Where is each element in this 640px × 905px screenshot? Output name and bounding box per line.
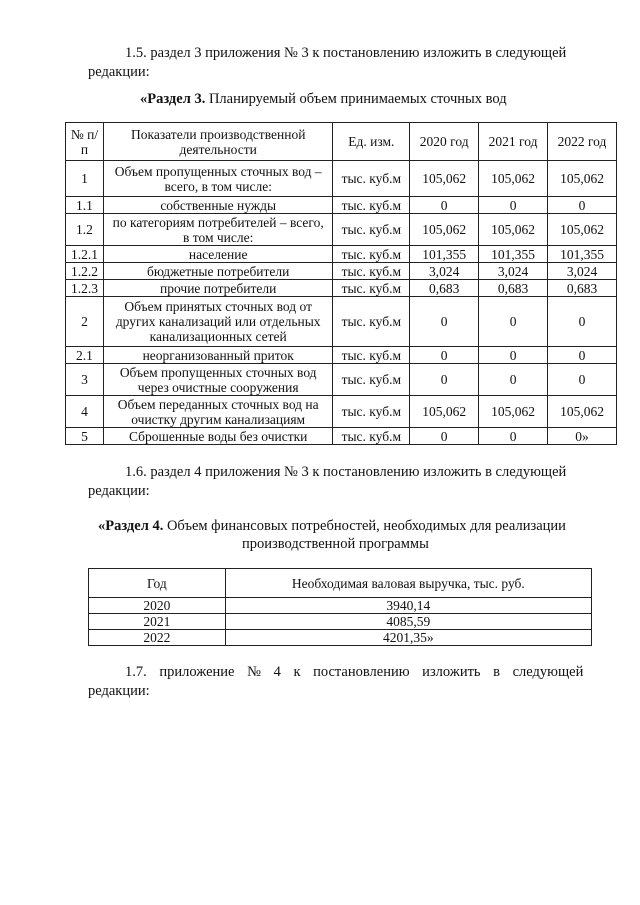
cell: 0» [548, 428, 617, 445]
cell: 3940,14 [225, 598, 591, 614]
table-row [66, 297, 617, 347]
cell: неорганизованный приток [103, 347, 332, 364]
cell: Ед. изм. [333, 123, 410, 161]
cell: 0 [410, 347, 479, 364]
cell: 105,062 [548, 396, 617, 428]
section-4-title-cont: производственной программы [242, 536, 429, 552]
table-header-row [89, 569, 592, 598]
section-3-label: «Раздел 3. [140, 91, 206, 107]
paragraph-1-5-cont: редакции: [88, 64, 150, 80]
cell: 1.2.1 [66, 246, 104, 263]
cell: 0 [410, 297, 479, 347]
cell: Объем принятых сточных вод от других канализаций или отдельных канализационных сетей [103, 297, 332, 347]
section-3-text: Планируемый объем принимаемых сточных вод [205, 91, 507, 107]
cell: 2021 [89, 614, 226, 630]
cell: 0,683 [479, 280, 548, 297]
cell: 2 [66, 297, 104, 347]
cell: 0,683 [548, 280, 617, 297]
cell: тыс. куб.м [333, 396, 410, 428]
cell: прочие потребители [103, 280, 332, 297]
cell: Сброшенные воды без очистки [103, 428, 332, 445]
table-row [66, 364, 617, 396]
cell: тыс. куб.м [333, 428, 410, 445]
cell: население [103, 246, 332, 263]
cell: 5 [66, 428, 104, 445]
table-row [66, 428, 617, 445]
cell: 105,062 [410, 396, 479, 428]
cell: 0 [479, 197, 548, 214]
cell: 105,062 [410, 161, 479, 197]
cell: № п/п [66, 123, 104, 161]
cell: тыс. куб.м [333, 161, 410, 197]
cell: собственные нужды [103, 197, 332, 214]
cell: 2022 год [548, 123, 617, 161]
paragraph-1-6: 1.6. раздел 4 приложения № 3 к постановлению изложить в следующей [125, 464, 567, 480]
paragraph-1-6-cont: редакции: [88, 483, 150, 499]
cell: тыс. куб.м [333, 364, 410, 396]
cell: 2022 [89, 630, 226, 646]
wastewater-table [65, 122, 617, 445]
cell: 0 [479, 297, 548, 347]
cell: 2.1 [66, 347, 104, 364]
section-4-label: «Раздел 4. [98, 518, 164, 534]
cell: тыс. куб.м [333, 197, 410, 214]
cell: 101,355 [479, 246, 548, 263]
cell: Показатели производственной деятельности [103, 123, 332, 161]
table-row [89, 614, 592, 630]
cell: 105,062 [479, 214, 548, 246]
cell: тыс. куб.м [333, 214, 410, 246]
table-row [89, 598, 592, 614]
section-4-text: Объем финансовых потребностей, необходимых для реализации [163, 518, 566, 534]
table-row [66, 197, 617, 214]
table-row [66, 280, 617, 297]
table-row [66, 347, 617, 364]
cell: 0 [548, 197, 617, 214]
cell: 1 [66, 161, 104, 197]
cell: 4201,35» [225, 630, 591, 646]
cell: бюджетные потребители [103, 263, 332, 280]
cell: 101,355 [548, 246, 617, 263]
cell: Год [89, 569, 226, 598]
cell: Необходимая валовая выручка, тыс. руб. [225, 569, 591, 598]
cell: тыс. куб.м [333, 246, 410, 263]
cell: 1.2.2 [66, 263, 104, 280]
cell: по категориям потребителей – всего, в том числе: [103, 214, 332, 246]
cell: 0 [548, 364, 617, 396]
cell: 3 [66, 364, 104, 396]
cell: тыс. куб.м [333, 347, 410, 364]
cell: тыс. куб.м [333, 297, 410, 347]
cell: 105,062 [548, 161, 617, 197]
cell: 2020 [89, 598, 226, 614]
cell: 0 [479, 364, 548, 396]
cell: 105,062 [410, 214, 479, 246]
cell: 4 [66, 396, 104, 428]
cell: 3,024 [479, 263, 548, 280]
cell: 105,062 [479, 161, 548, 197]
cell: 0,683 [410, 280, 479, 297]
cell: 105,062 [479, 396, 548, 428]
cell: тыс. куб.м [333, 280, 410, 297]
financial-table [88, 568, 592, 646]
section-3-title [140, 91, 507, 108]
cell: 0 [548, 297, 617, 347]
table-row [89, 630, 592, 646]
cell: 0 [479, 347, 548, 364]
cell: 1.2 [66, 214, 104, 246]
section-4-title [98, 518, 566, 535]
table-row [66, 214, 617, 246]
cell: 1.1 [66, 197, 104, 214]
cell: 1.2.3 [66, 280, 104, 297]
paragraph-1-7-cont: редакции: [88, 683, 150, 699]
cell: 0 [410, 428, 479, 445]
cell: 2021 год [479, 123, 548, 161]
paragraph-1-5: 1.5. раздел 3 приложения № 3 к постановлению изложить в следующей [125, 45, 567, 61]
paragraph-1-7: 1.7. приложение № 4 к постановлению изложить в следующей [125, 664, 584, 680]
cell: 0 [410, 197, 479, 214]
cell: 0 [410, 364, 479, 396]
cell: 2020 год [410, 123, 479, 161]
cell: 3,024 [410, 263, 479, 280]
cell: 105,062 [548, 214, 617, 246]
cell: тыс. куб.м [333, 263, 410, 280]
table-row [66, 396, 617, 428]
cell: 0 [479, 428, 548, 445]
cell: 101,355 [410, 246, 479, 263]
cell: Объем пропущенных сточных вод через очистные сооружения [103, 364, 332, 396]
cell: Объем пропущенных сточных вод – всего, в том числе: [103, 161, 332, 197]
cell: 0 [548, 347, 617, 364]
cell: 3,024 [548, 263, 617, 280]
table-row [66, 246, 617, 263]
cell: Объем переданных сточных вод на очистку другим канализациям [103, 396, 332, 428]
cell: 4085,59 [225, 614, 591, 630]
table-row [66, 161, 617, 197]
table-header-row [66, 123, 617, 161]
table-row [66, 263, 617, 280]
